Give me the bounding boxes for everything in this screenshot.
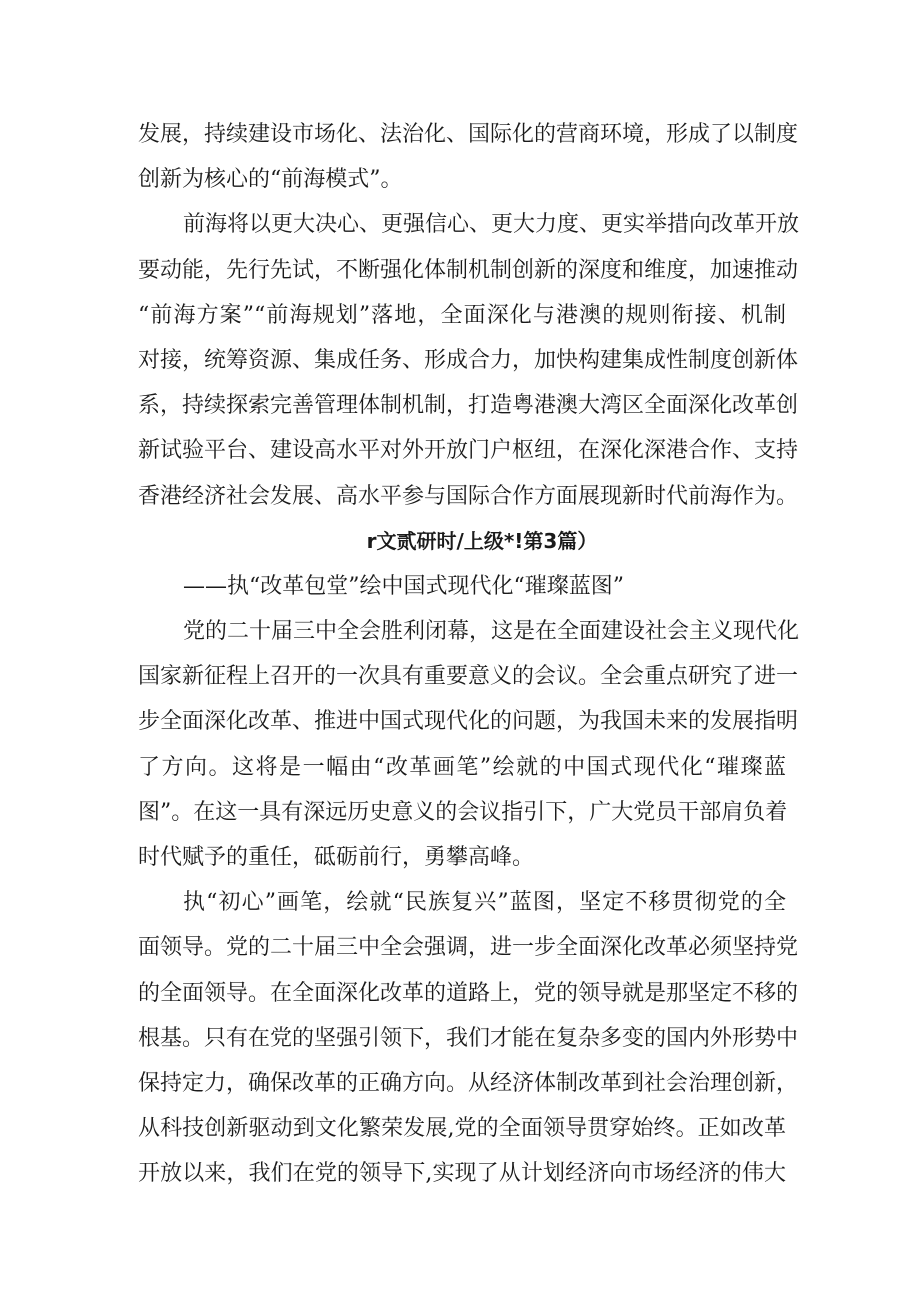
text-line: “前海方案”“前海规划”落地，全面深化与港澳的规则衔接、机制 [138, 302, 786, 328]
text-line: 前海将以更大决心、更强信心、更大力度、更实举措向改革开放 [183, 212, 800, 238]
text-line: 执“初心”画笔，绘就“民族复兴”蓝图，坚定不移贯彻党的全 [183, 890, 786, 916]
text-line: 根基。只有在党的坚强引领下，我们才能在复杂多变的国内外形势中 [138, 1025, 799, 1051]
paragraph-1 [138, 112, 799, 202]
subtitle-text: ——执“改革包堂”绘中国式现代化“璀璨蓝图” [183, 573, 624, 599]
text-line: 对接，统筹资源、集成任务、形成合力，加快构建集成性制度创新体 [138, 347, 799, 373]
section-heading [138, 519, 786, 564]
heading-text: r文贰研时/上级*!第3篇） [366, 528, 598, 553]
text-line: 香港经济社会发展、高水平参与国际合作方面展现新时代前海作为。 [138, 483, 799, 509]
paragraph-3 [138, 609, 800, 880]
text-line: 了方向。这将是一幅由“改革画笔”绘就的中国式现代化“璀璨蓝 [138, 754, 786, 780]
text-line: 党的二十届三中全会胜利闭幕，这是在全面建设社会主义现代化 [183, 619, 800, 645]
text-line: 从科技创新驱动到文化繁荣发展,党的全面领导贯穿始终。正如改革 [138, 1116, 786, 1142]
text-line: 面领导。党的二十届三中全会强调，进一步全面深化改革必须坚持党 [138, 935, 799, 961]
text-line: 新试验平台、建设高水平对外开放门户枢纽，在深化深港合作、支持 [138, 438, 799, 464]
text-line: 图”。在这一具有深远历史意义的会议指引下，广大党员干部肩负着 [138, 799, 788, 825]
text-line: 步全面深化改革、推进中国式现代化的问题，为我国未来的发展指明 [138, 709, 799, 735]
paragraph-2 [138, 202, 800, 518]
text-line: 保持定力，确保改革的正确方向。从经济体制改革到社会治理创新， [138, 1070, 799, 1096]
text-line: 的全面领导。在全面深化改革的道路上，党的领导就是那坚定不移的 [138, 980, 799, 1006]
section-subtitle [138, 564, 786, 609]
text-line: 要动能，先行先试，不断强化体制机制创新的深度和维度，加速推动 [138, 257, 799, 283]
text-line: 发展，持续建设市场化、法治化、国际化的营商环境，形成了以制度 [138, 122, 799, 147]
text-line: 系，持续探索完善管理体制机制，打造粤港澳大湾区全面深化改革创 [138, 393, 799, 419]
text-line: 创新为核心的“前海模式”。 [138, 167, 403, 193]
paragraph-4 [138, 880, 799, 1196]
text-line: 开放以来，我们在党的领导下,实现了从计划经济向市场经济的伟大 [138, 1161, 786, 1187]
document-body [138, 112, 800, 1197]
text-line: 国家新征程上召开的一次具有重要意义的会议。全会重点研究了进一 [138, 664, 799, 690]
text-line: 时代赋予的重任，砥砺前行，勇攀高峰。 [138, 845, 535, 870]
